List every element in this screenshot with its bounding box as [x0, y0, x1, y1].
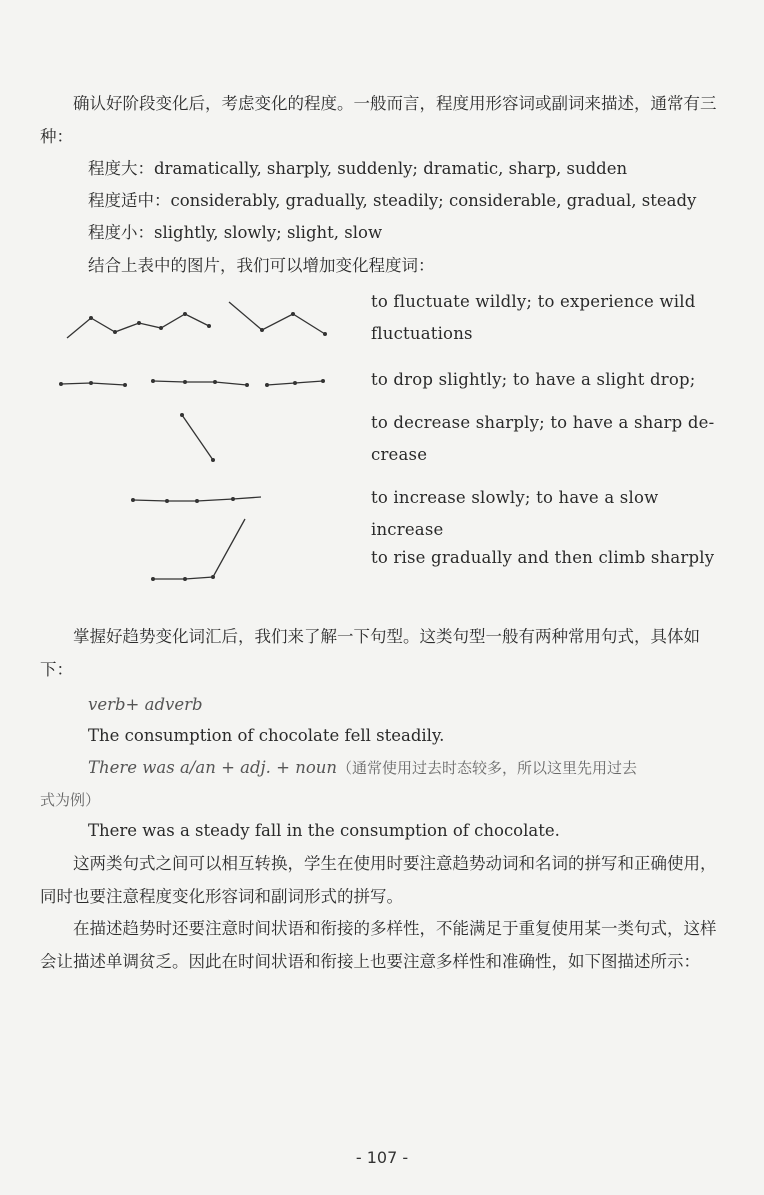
pattern-2-note-cont: 式为例）: [40, 791, 101, 809]
example-1: The consumption of chocolate fell steadily.: [88, 726, 445, 745]
pattern-1: verb+ adverb: [88, 695, 203, 714]
trend-fluctuate-line-2: [229, 302, 325, 334]
example-2: There was a steady fall in the consumption of chocolate.: [88, 821, 560, 840]
convert-paragraph: 这两类句式之间可以相互转换，学生在使用时要注意趋势动词和名词的拼写和正确使用，同时也要注意程度变化形容词和副词形式的拼写。: [40, 854, 717, 906]
degree-small: 程度小：slightly, slowly; slight, slow: [88, 223, 383, 242]
trend-desc-fluctuate: to fluctuate wildly; to experience wild fluctuations: [371, 292, 696, 343]
trend-desc-slight-drop: to drop slightly; to have a slight drop;: [371, 370, 696, 389]
page-number: - 107 -: [355, 1148, 409, 1167]
degree-medium: 程度适中：considerably, gradually, steadily; considerable, gradual, steady: [88, 191, 697, 210]
trend-desc-sharp-decrease: to decrease sharply; to have a sharp de-crease: [371, 413, 715, 464]
combine-text: 结合上表中的图片，我们可以增加变化程度词：: [88, 256, 435, 275]
trend-fluctuate-line: [67, 314, 209, 338]
trend-gradual-sharp-line: [153, 519, 245, 579]
pattern-2-note: （通常使用过去时态较多，所以这里先用过去: [337, 759, 638, 777]
pattern-2: There was a/an + adj. + noun: [88, 758, 338, 777]
sentence-intro-paragraph: 掌握好趋势变化词汇后，我们来了解一下句型。这类句型一般有两种常用句式，具体如下：: [40, 627, 700, 679]
degree-large: 程度大：dramatically, sharply, suddenly; dramatic, sharp, sudden: [88, 159, 628, 178]
trend-illustrations: [55, 290, 355, 590]
trend-slight-drop-line: [61, 383, 125, 385]
trend-desc-gradual-sharp: to rise gradually and then climb sharply: [371, 548, 715, 567]
trend-slight-drop-line-2: [153, 381, 247, 385]
trend-desc-slow-increase: to increase slowly; to have a slow increase: [371, 488, 659, 539]
pattern-2-line: [88, 756, 637, 780]
trend-sharp-decrease-line: [182, 415, 213, 460]
intro-paragraph: 确认好阶段变化后，考虑变化的程度。一般而言，程度用形容词或副词来描述，通常有三种：: [40, 94, 717, 146]
diversity-paragraph: 在描述趋势时还要注意时间状语和衔接的多样性，不能满足于重复使用某一类句式，这样会让描述单调贫乏。因此在时间状语和衔接上也要注意多样性和准确性，如下图描述所示：: [40, 919, 717, 971]
